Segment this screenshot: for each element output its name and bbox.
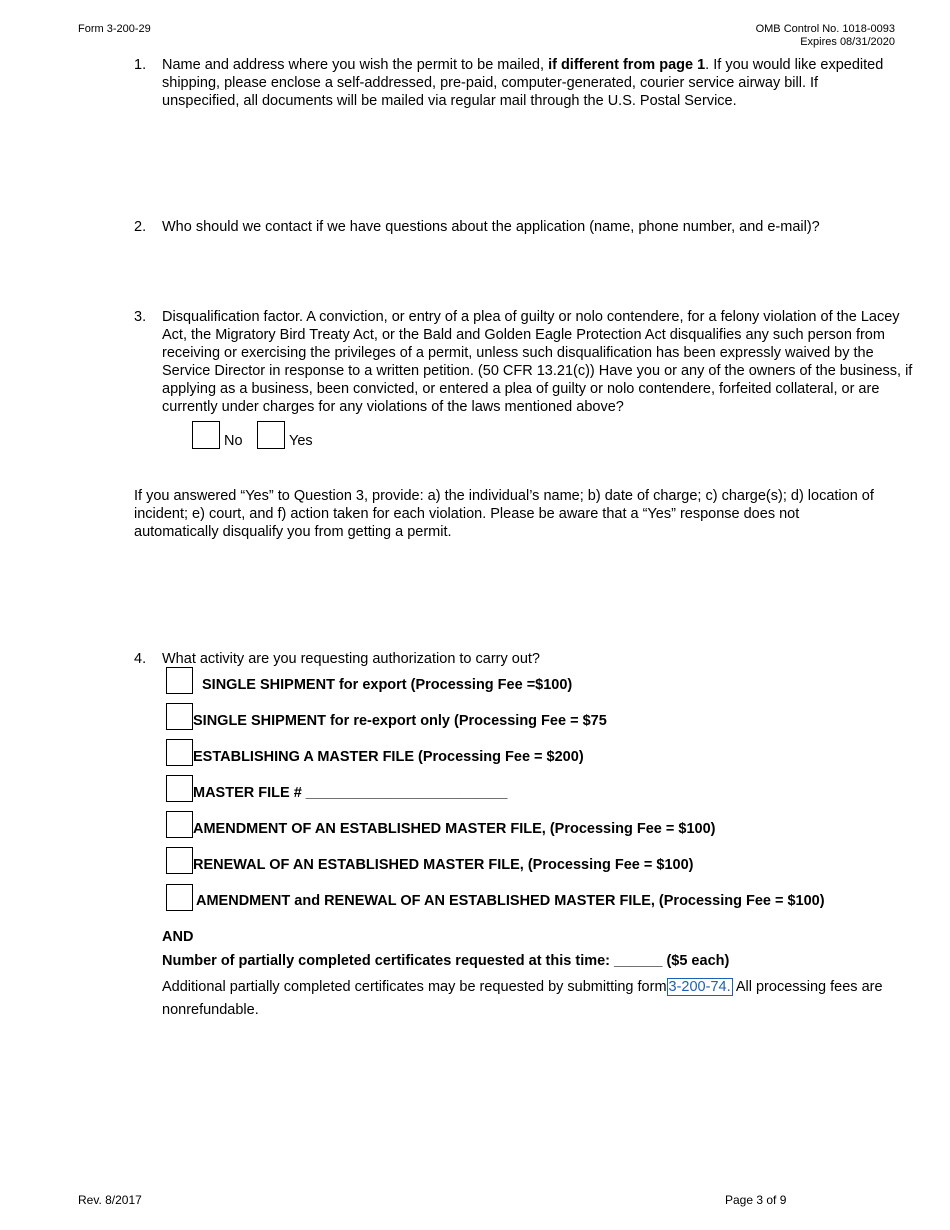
- option-checkbox-renewal[interactable]: [166, 847, 193, 874]
- yes-label: Yes: [289, 433, 313, 449]
- question-number: 4.: [134, 651, 147, 667]
- and-label: AND: [162, 929, 194, 945]
- option-checkbox-master-file-number[interactable]: [166, 775, 193, 802]
- expiration-date: Expires 08/31/2020: [800, 36, 895, 48]
- form-number: Form 3-200-29: [78, 23, 151, 35]
- additional-certificates-note: Additional partially completed certificates may be requested by submitting form 3-200-74. All processing fees are nonrefundable.: [162, 979, 883, 1018]
- yes-checkbox[interactable]: [257, 421, 285, 449]
- question-1-text: Name and address where you wish the permit to be mailed, if different from page 1. If you would like expedited shipping, please enclose a self-addressed, pre-paid, computer-generated, courier service airway bill. If unspecified, all documents will be mailed via regular mail through the U.S. Postal Service.: [162, 57, 884, 109]
- no-checkbox[interactable]: [192, 421, 220, 449]
- certificates-line: Number of partially completed certificates requested at this time: ______ ($5 each): [162, 953, 730, 969]
- question-number: 3.: [134, 309, 147, 325]
- form-3-200-74-link[interactable]: 3-200-74.: [668, 979, 731, 995]
- option-label-establish-master-file: ESTABLISHING A MASTER FILE (Processing Fee = $200): [193, 749, 584, 765]
- option-label-master-file-number: MASTER FILE # _________________________: [193, 785, 508, 801]
- omb-control-number: OMB Control No. 1018-0093: [755, 23, 895, 35]
- option-checkbox-single-export[interactable]: [166, 667, 193, 694]
- option-label-single-reexport: SINGLE SHIPMENT for re-export only (Processing Fee = $75: [193, 713, 607, 729]
- option-label-amendment: AMENDMENT OF AN ESTABLISHED MASTER FILE, (Processing Fee = $100): [193, 821, 716, 837]
- revision-date: Rev. 8/2017: [78, 1193, 142, 1207]
- page-number: Page 3 of 9: [725, 1193, 787, 1207]
- option-checkbox-amendment-renewal[interactable]: [166, 884, 193, 911]
- question-number: 1.: [134, 57, 147, 73]
- option-label-single-export: SINGLE SHIPMENT for export (Processing Fee =$100): [202, 677, 573, 693]
- no-label: No: [224, 433, 243, 449]
- option-checkbox-amendment[interactable]: [166, 811, 193, 838]
- yes-instructions: If you answered “Yes” to Question 3, provide: a) the individual’s name; b) date of charge; c) charge(s); d) location of incident; e) court, and f) action taken for each violation. Please be aware that a “Yes” response does not automatically disqualify you from getting a permit.: [134, 488, 874, 540]
- question-4-text: What activity are you requesting authorization to carry out?: [162, 651, 540, 667]
- option-label-renewal: RENEWAL OF AN ESTABLISHED MASTER FILE, (Processing Fee = $100): [193, 857, 694, 873]
- option-label-amendment-renewal: AMENDMENT and RENEWAL OF AN ESTABLISHED MASTER FILE, (Processing Fee = $100): [196, 893, 825, 909]
- question-2-text: Who should we contact if we have questions about the application (name, phone number, and e-mail)?: [162, 219, 820, 235]
- question-number: 2.: [134, 219, 147, 235]
- omb-info: [756, 23, 895, 49]
- question-3-text: Disqualification factor. A conviction, or entry of a plea of guilty or nolo contendere, for a felony violation of the Lacey Act, the Migratory Bird Treaty Act, or the Bald and Golden Eagle Protection Act disqualifies any such person from receiving or exercising the privileges of a permit, unless such disqualification has been expressly waived by the Service Director in response to a written petition. (50 CFR 13.21(c)) Have you or any of the owners of the business, if applying as a business, been convicted, or entered a plea of guilty or nolo contendere, forfeited collateral, or are currently under charges for any violations of the laws mentioned above?: [162, 309, 913, 415]
- option-checkbox-establish-master-file[interactable]: [166, 739, 193, 766]
- option-checkbox-single-reexport[interactable]: [166, 703, 193, 730]
